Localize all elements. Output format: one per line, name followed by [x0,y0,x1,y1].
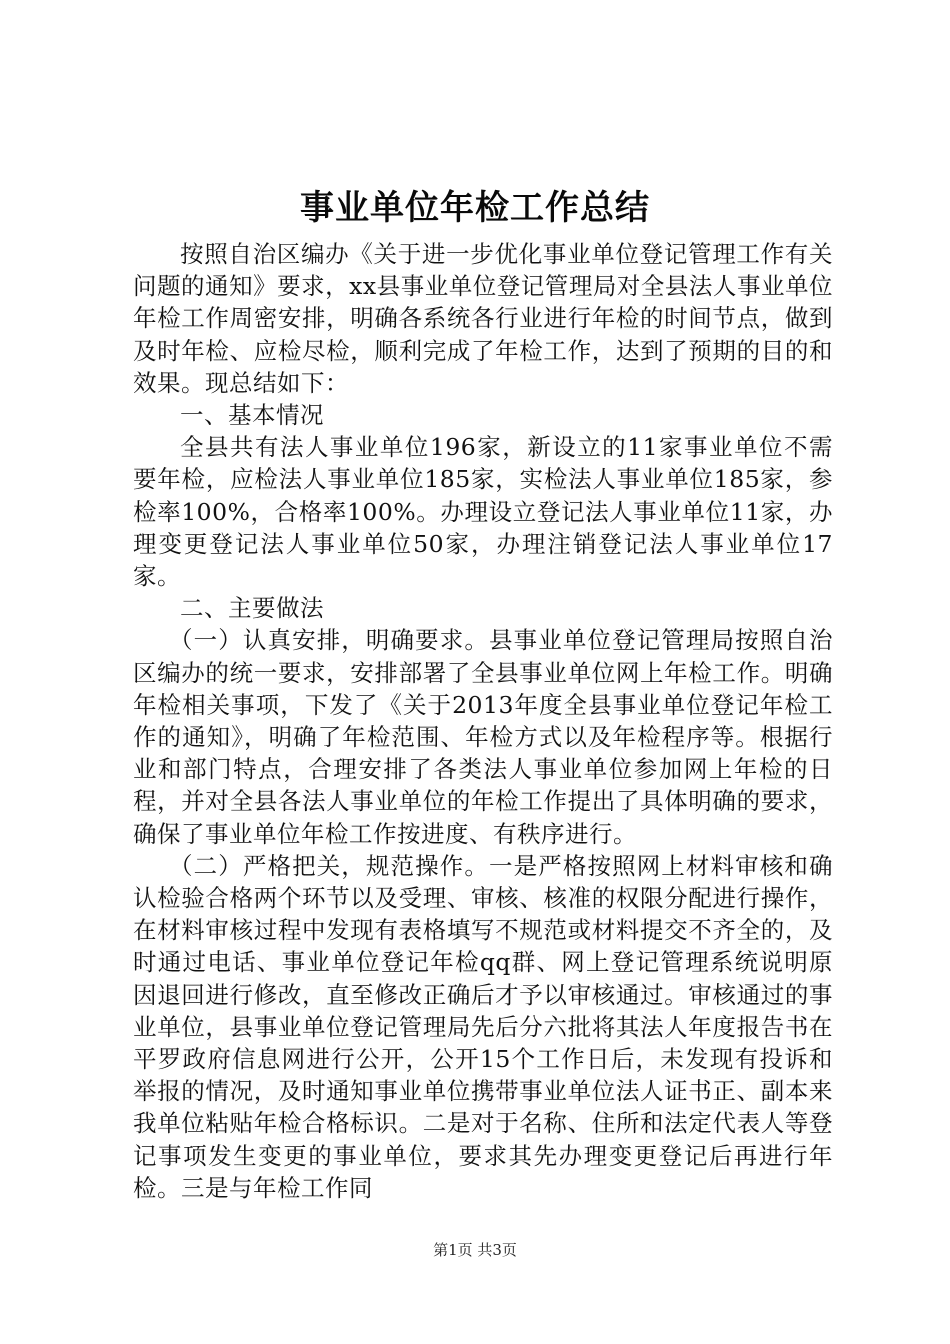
document-body [133,238,833,1204]
intro-paragraph: 按照自治区编办《关于进一步优化事业单位登记管理工作有关问题的通知》要求，xx县事业单位登记管理局对全县法人事业单位年检工作周密安排，明确各系统各行业进行年检的时间节点，做到及时年检、应检尽检，顺利完成了年检工作，达到了预期的目的和效果。现总结如下： [133,240,833,397]
practice-paragraph-1: （一）认真安排，明确要求。县事业单位登记管理局按照自治区编办的统一要求，安排部署了全县事业单位网上年检工作。明确年检相关事项，下发了《关于2013年度全县事业单位登记年检工作的通知》，明确了年检范围、年检方式以及年检程序等。根据行业和部门特点，合理安排了各类法人事业单位参加网上年检的日程，并对全县各法人事业单位的年检工作提出了具体明确的要求，确保了事业单位年检工作按进度、有秩序进行。 [133,626,833,848]
section-heading-basic-situation: 一、基本情况 [180,401,324,430]
basic-situation-paragraph: 全县共有法人事业单位196家，新设立的11家事业单位不需要年检，应检法人事业单位185家，实检法人事业单位185家，参检率100%，合格率100%。办理设立登记法人事业单位11家，办理变更登记法人事业单位50家，办理注销登记法人事业单位17家。 [133,433,833,591]
page-footer: 第1页 共3页 [433,1241,517,1259]
section-heading-main-practices: 二、主要做法 [180,594,324,623]
document-title: 事业单位年检工作总结 [300,188,650,228]
practice-paragraph-2: （二）严格把关，规范操作。一是严格按照网上材料审核和确认检验合格两个环节以及受理、审核、核准的权限分配进行操作，在材料审核过程中发现有表格填写不规范或材料提交不齐全的，及时通过电话、事业单位登记年检qq群、网上登记管理系统说明原因退回进行修改，直至修改正确后才予以审核通过。审核通过的事业单位，县事业单位登记管理局先后分六批将其法人年度报告书在平罗政府信息网进行公开，公开15个工作日后，未发现有投诉和举报的情况，及时通知事业单位携带事业单位法人证书正、副本来我单位粘贴年检合格标识。二是对于名称、住所和法定代表人等登记事项发生变更的事业单位，要求其先办理变更登记后再进行年检。三是与年检工作同 [133,851,833,1202]
